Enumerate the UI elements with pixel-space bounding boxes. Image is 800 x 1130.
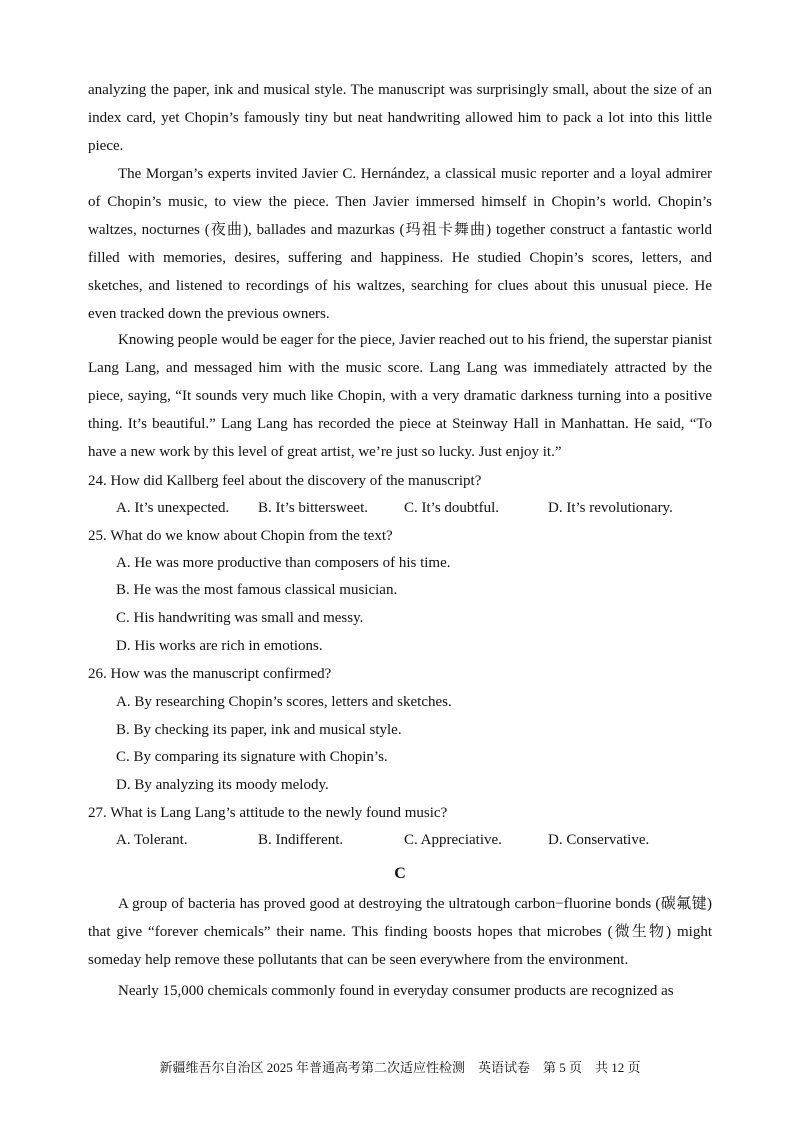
question-stem: 26. How was the manuscript confirmed? bbox=[88, 666, 332, 682]
option-b: B. By checking its paper, ink and musical style. bbox=[116, 722, 402, 738]
option-c: C. Appreciative. bbox=[404, 832, 502, 848]
option-b: B. Indifferent. bbox=[258, 832, 344, 848]
section-heading: C bbox=[394, 865, 406, 882]
option-a: A. He was more productive than composers of his time. bbox=[116, 555, 451, 571]
option-b: B. It’s bittersweet. bbox=[258, 500, 368, 516]
option-d: D. By analyzing its moody melody. bbox=[116, 777, 329, 793]
option-c: C. His handwriting was small and messy. bbox=[116, 610, 364, 626]
passage-paragraph: Knowing people would be eager for the piece, Javier reached out to his friend, the superstar pianist Lang Lang, and messaged him with the music score. Lang Lang was immediately attracted by the piece, saying, “It sounds very much like Chopin, with a very dramatic darkness turning into a positive thing. It’s beautiful.” Lang Lang has recorded the piece at Steinway Hall in Manhattan. He said, “To have a new work by this level of great artist, we’re just so lucky. Just enjoy it.” bbox=[88, 332, 712, 460]
option-a: A. Tolerant. bbox=[116, 832, 188, 848]
page-footer: 新疆维吾尔自治区 2025 年普通高考第二次适应性检测 英语试卷 第 5 页 共 12 页 bbox=[159, 1060, 641, 1075]
option-c: C. By comparing its signature with Chopin’s. bbox=[116, 749, 388, 765]
passage-paragraph: A group of bacteria has proved good at destroying the ultratough carbon−fluorine bonds (碳氟键) that give “forever chemicals” their name. This finding boosts hopes that microbes (微生物) might someday help remove these pollutants that can be seen everywhere from the environment. bbox=[88, 896, 712, 968]
option-c: C. It’s doubtful. bbox=[404, 500, 500, 516]
option-a: A. It’s unexpected. bbox=[116, 500, 230, 516]
option-d: D. Conservative. bbox=[548, 832, 650, 848]
question-stem: 27. What is Lang Lang’s attitude to the newly found music? bbox=[88, 805, 448, 821]
question-stem: 24. How did Kallberg feel about the discovery of the manuscript? bbox=[88, 473, 482, 489]
option-b: B. He was the most famous classical musician. bbox=[116, 582, 398, 598]
passage-paragraph: The Morgan’s experts invited Javier C. Hernández, a classical music reporter and a loyal admirer of Chopin’s music, to view the piece. Then Javier immersed himself in Chopin’s world. Chopin’s waltzes, nocturnes (夜曲), ballades and mazurkas (玛祖卡舞曲) together construct a fantastic world filled with memories, desires, suffering and happiness. He studied Chopin’s scores, letters, and sketches, and listened to recordings of his waltzes, searching for clues about this unusual piece. He even tracked down the previous owners. bbox=[88, 166, 712, 322]
option-a: A. By researching Chopin’s scores, letters and sketches. bbox=[116, 694, 452, 710]
question-stem: 25. What do we know about Chopin from the text? bbox=[88, 528, 393, 544]
passage-paragraph: Nearly 15,000 chemicals commonly found in everyday consumer products are recognized as bbox=[118, 983, 674, 999]
passage-paragraph: analyzing the paper, ink and musical style. The manuscript was surprisingly small, about the size of an index card, yet Chopin’s famously tiny but neat handwriting allowed him to pack a lot into this little piece. bbox=[88, 82, 712, 154]
option-d: D. His works are rich in emotions. bbox=[116, 638, 323, 654]
option-d: D. It’s revolutionary. bbox=[548, 500, 673, 516]
